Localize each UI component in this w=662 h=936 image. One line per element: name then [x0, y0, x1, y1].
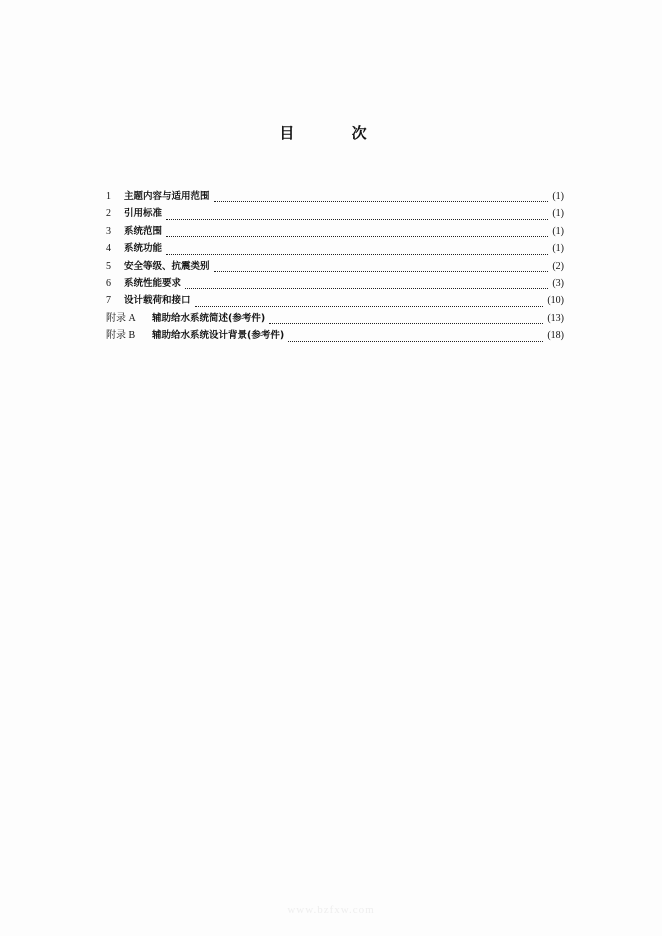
- toc-entry-title: 辅助给水系统设计背景(参考件): [152, 330, 285, 342]
- dot-leader: [195, 306, 544, 307]
- toc-entry[interactable]: [106, 223, 564, 240]
- toc-entry[interactable]: [106, 205, 564, 222]
- dot-leader: [166, 219, 548, 220]
- toc-entry-page: (3): [552, 277, 564, 289]
- toc-entry-title: 系统性能要求: [124, 277, 182, 289]
- toc-entry-title: 系统范围: [124, 225, 163, 237]
- dot-leader: [214, 201, 549, 202]
- toc-entry-page: (13): [547, 312, 564, 324]
- toc-entry-number: 7: [106, 295, 111, 307]
- toc-entry-page: (10): [547, 295, 564, 307]
- dot-leader: [166, 254, 548, 255]
- toc-entry-title: 引用标准: [124, 208, 163, 220]
- toc-entry-number: 4: [106, 243, 111, 255]
- toc-entry[interactable]: [106, 240, 564, 257]
- toc-entry-number: 附录 B: [106, 330, 136, 342]
- watermark: www.bzfxw.com: [287, 904, 375, 916]
- toc-title: 目 次: [279, 124, 393, 142]
- toc-entry-number: 2: [106, 208, 111, 220]
- toc-entry-appendix[interactable]: [106, 310, 564, 327]
- toc-entry-title: 设计载荷和接口: [124, 295, 191, 307]
- toc-entry-page: (1): [552, 225, 564, 237]
- dot-leader: [269, 323, 543, 324]
- toc-entry-title: 安全等级、抗震类别: [124, 260, 210, 272]
- toc-entry[interactable]: [106, 292, 564, 309]
- toc-entry-number: 5: [106, 260, 111, 272]
- toc-entry-page: (1): [552, 243, 564, 255]
- toc-entry-title: 主题内容与适用范围: [124, 191, 210, 202]
- toc-entry[interactable]: [106, 188, 564, 205]
- toc-entry-appendix[interactable]: [106, 327, 564, 344]
- toc-entry[interactable]: [106, 258, 564, 275]
- toc-entry-page: (18): [547, 330, 564, 342]
- toc-entry-number: 6: [106, 277, 111, 289]
- toc-entry-page: (1): [552, 191, 564, 202]
- toc-entry-title: 系统功能: [124, 243, 163, 255]
- toc-entry-page: (2): [552, 260, 564, 272]
- table-of-contents: [106, 188, 564, 345]
- toc-entry-page: (1): [552, 208, 564, 220]
- toc-entry-number: 3: [106, 225, 111, 237]
- dot-leader: [214, 271, 549, 272]
- toc-entry-title: 辅助给水系统简述(参考件): [152, 312, 266, 324]
- toc-entry[interactable]: [106, 275, 564, 292]
- toc-entry-number: 1: [106, 191, 111, 202]
- dot-leader: [288, 341, 543, 342]
- dot-leader: [185, 288, 548, 289]
- dot-leader: [166, 236, 548, 237]
- toc-entry-number: 附录 A: [106, 312, 136, 324]
